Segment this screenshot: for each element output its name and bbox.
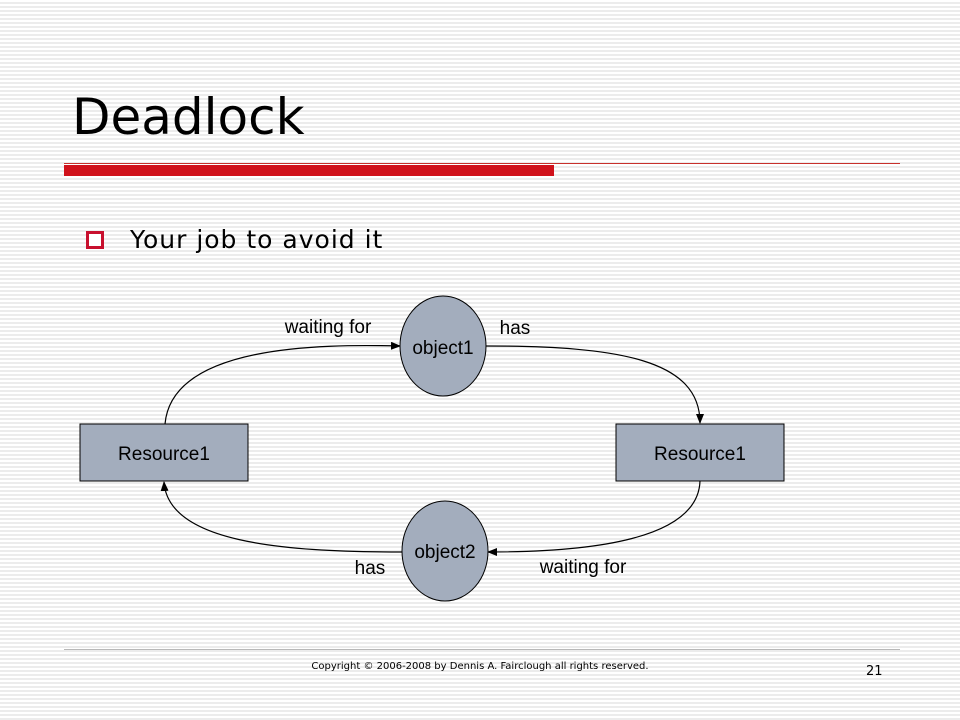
slide-title: Deadlock: [72, 88, 305, 146]
label-waiting-for-bottom: waiting for: [539, 557, 627, 578]
arrow-has-bottom: [164, 482, 402, 552]
label-has-bottom: has: [354, 558, 386, 579]
label-waiting-for-top: waiting for: [284, 317, 372, 338]
arrow-waiting-for-top: [165, 346, 400, 424]
object2-label: object2: [414, 542, 476, 563]
object1-label: object1: [412, 338, 474, 359]
copyright-text: Copyright © 2006-2008 by Dennis A. Fairclough all rights reserved.: [311, 661, 649, 672]
footer-divider: [64, 649, 900, 650]
arrow-has-top: [486, 346, 700, 423]
arrow-waiting-for-bottom: [488, 481, 700, 552]
page-number: 21: [866, 664, 883, 679]
bullet-text: Your job to avoid it: [130, 225, 384, 254]
resource-right-label: Resource1: [654, 444, 746, 465]
label-has-top: has: [499, 318, 531, 339]
resource-left-label: Resource1: [118, 444, 210, 465]
